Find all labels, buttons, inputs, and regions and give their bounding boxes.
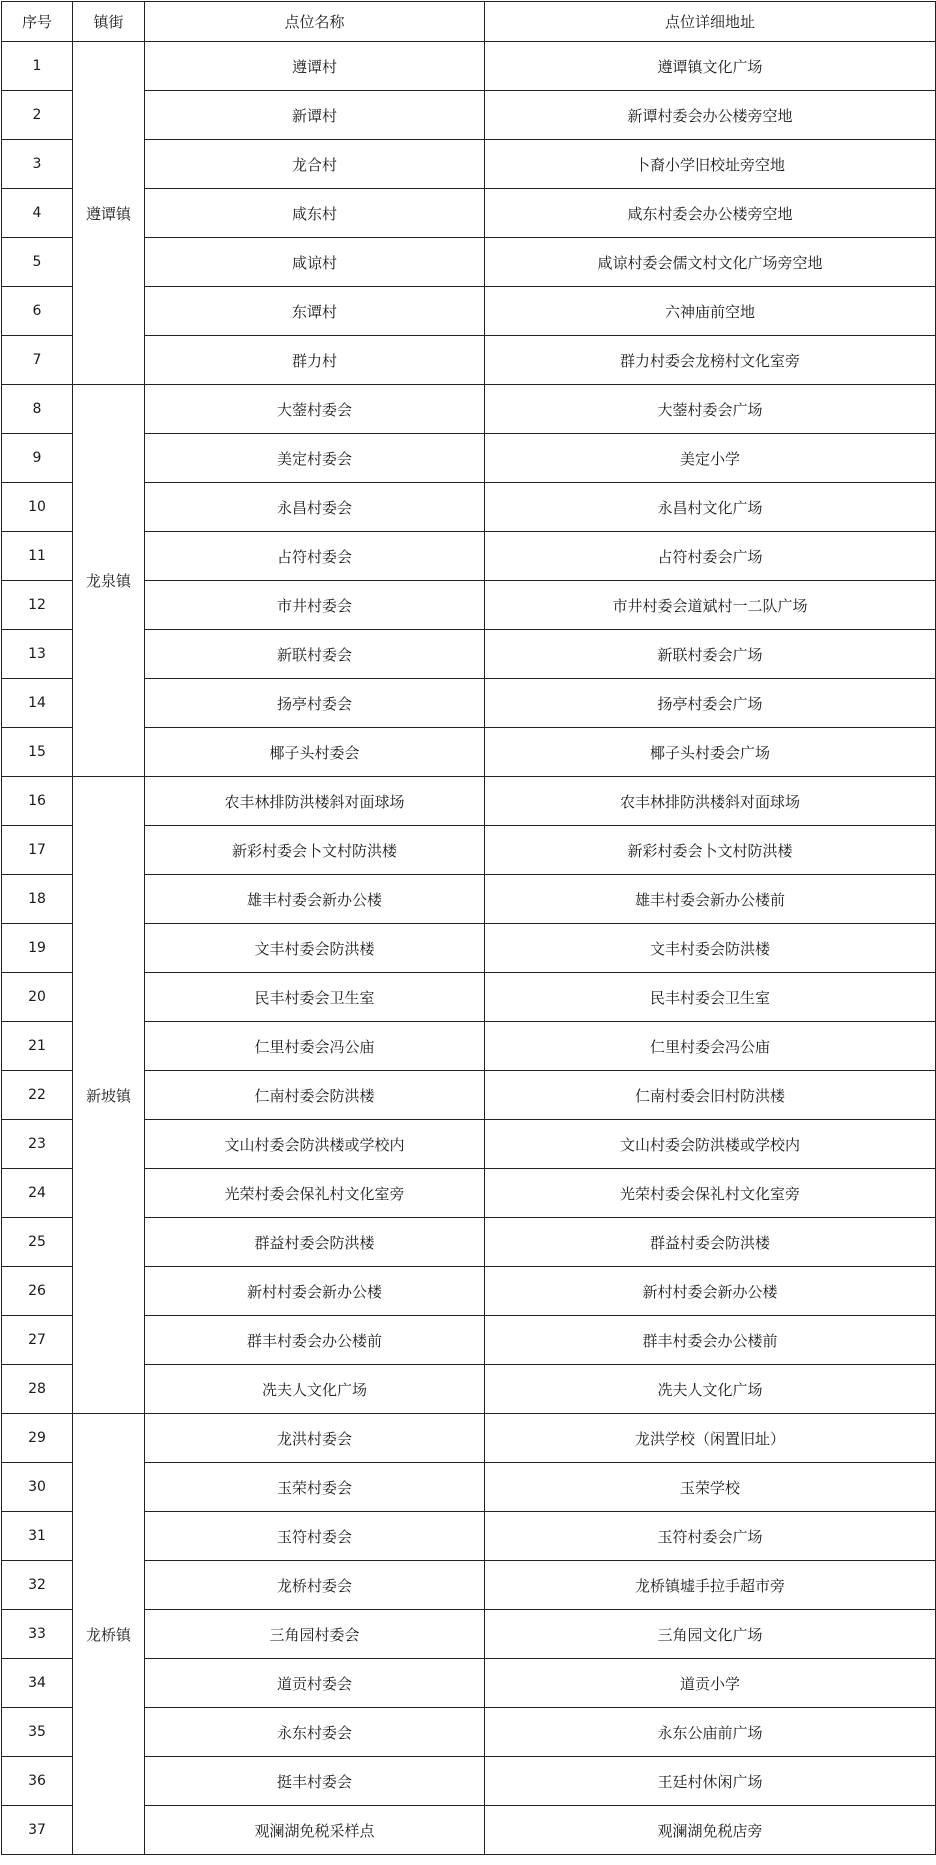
cell-point-name: 东谭村 bbox=[145, 287, 485, 336]
cell-point-name: 农丰林排防洪楼斜对面球场 bbox=[145, 777, 485, 826]
sampling-points-table bbox=[1, 1, 936, 1855]
cell-index: 3 bbox=[2, 140, 73, 189]
cell-index: 9 bbox=[2, 434, 73, 483]
cell-address: 群益村委会防洪楼 bbox=[485, 1218, 936, 1267]
header-point-name: 点位名称 bbox=[145, 2, 485, 42]
table-row bbox=[2, 42, 936, 91]
cell-point-name: 观澜湖免税采样点 bbox=[145, 1806, 485, 1855]
cell-address: 群丰村委会办公楼前 bbox=[485, 1316, 936, 1365]
cell-index: 11 bbox=[2, 532, 73, 581]
cell-address: 龙洪学校（闲置旧址） bbox=[485, 1414, 936, 1463]
cell-index: 2 bbox=[2, 91, 73, 140]
cell-index: 33 bbox=[2, 1610, 73, 1659]
cell-point-name: 民丰村委会卫生室 bbox=[145, 973, 485, 1022]
cell-address: 大蓥村委会广场 bbox=[485, 385, 936, 434]
table-row bbox=[2, 1414, 936, 1463]
cell-point-name: 咸谅村 bbox=[145, 238, 485, 287]
cell-index: 27 bbox=[2, 1316, 73, 1365]
cell-index: 4 bbox=[2, 189, 73, 238]
header-index: 序号 bbox=[2, 2, 73, 42]
cell-index: 23 bbox=[2, 1120, 73, 1169]
cell-address: 咸东村委会办公楼旁空地 bbox=[485, 189, 936, 238]
cell-address: 道贡小学 bbox=[485, 1659, 936, 1708]
cell-index: 24 bbox=[2, 1169, 73, 1218]
cell-point-name: 扬亭村委会 bbox=[145, 679, 485, 728]
cell-town: 新坡镇 bbox=[73, 777, 145, 1414]
cell-point-name: 龙洪村委会 bbox=[145, 1414, 485, 1463]
cell-index: 1 bbox=[2, 42, 73, 91]
cell-point-name: 三角园村委会 bbox=[145, 1610, 485, 1659]
cell-point-name: 占符村委会 bbox=[145, 532, 485, 581]
cell-point-name: 仁里村委会冯公庙 bbox=[145, 1022, 485, 1071]
cell-point-name: 挺丰村委会 bbox=[145, 1757, 485, 1806]
cell-point-name: 群力村 bbox=[145, 336, 485, 385]
cell-address: 遵谭镇文化广场 bbox=[485, 42, 936, 91]
cell-point-name: 文山村委会防洪楼或学校内 bbox=[145, 1120, 485, 1169]
cell-town: 龙桥镇 bbox=[73, 1414, 145, 1855]
cell-point-name: 龙合村 bbox=[145, 140, 485, 189]
cell-town: 遵谭镇 bbox=[73, 42, 145, 385]
cell-index: 16 bbox=[2, 777, 73, 826]
cell-address: 雄丰村委会新办公楼前 bbox=[485, 875, 936, 924]
cell-address: 群力村委会龙榜村文化室旁 bbox=[485, 336, 936, 385]
cell-index: 35 bbox=[2, 1708, 73, 1757]
cell-point-name: 市井村委会 bbox=[145, 581, 485, 630]
cell-point-name: 冼夫人文化广场 bbox=[145, 1365, 485, 1414]
cell-point-name: 美定村委会 bbox=[145, 434, 485, 483]
cell-index: 31 bbox=[2, 1512, 73, 1561]
cell-address: 六神庙前空地 bbox=[485, 287, 936, 336]
cell-address: 咸谅村委会儒文村文化广场旁空地 bbox=[485, 238, 936, 287]
cell-index: 5 bbox=[2, 238, 73, 287]
cell-address: 市井村委会道斌村一二队广场 bbox=[485, 581, 936, 630]
cell-point-name: 玉荣村委会 bbox=[145, 1463, 485, 1512]
cell-point-name: 文丰村委会防洪楼 bbox=[145, 924, 485, 973]
cell-address: 农丰林排防洪楼斜对面球场 bbox=[485, 777, 936, 826]
cell-index: 19 bbox=[2, 924, 73, 973]
cell-town: 龙泉镇 bbox=[73, 385, 145, 777]
table-header-row bbox=[2, 2, 936, 42]
header-town: 镇街 bbox=[73, 2, 145, 42]
cell-address: 文山村委会防洪楼或学校内 bbox=[485, 1120, 936, 1169]
cell-address: 三角园文化广场 bbox=[485, 1610, 936, 1659]
cell-address: 仁里村委会冯公庙 bbox=[485, 1022, 936, 1071]
cell-address: 玉符村委会广场 bbox=[485, 1512, 936, 1561]
cell-address: 观澜湖免税店旁 bbox=[485, 1806, 936, 1855]
cell-index: 29 bbox=[2, 1414, 73, 1463]
cell-index: 8 bbox=[2, 385, 73, 434]
cell-index: 10 bbox=[2, 483, 73, 532]
cell-point-name: 大蓥村委会 bbox=[145, 385, 485, 434]
cell-point-name: 新谭村 bbox=[145, 91, 485, 140]
cell-address: 新谭村委会办公楼旁空地 bbox=[485, 91, 936, 140]
cell-index: 30 bbox=[2, 1463, 73, 1512]
cell-address: 文丰村委会防洪楼 bbox=[485, 924, 936, 973]
cell-index: 14 bbox=[2, 679, 73, 728]
cell-address: 王廷村休闲广场 bbox=[485, 1757, 936, 1806]
cell-index: 28 bbox=[2, 1365, 73, 1414]
cell-address: 玉荣学校 bbox=[485, 1463, 936, 1512]
cell-address: 光荣村委会保礼村文化室旁 bbox=[485, 1169, 936, 1218]
cell-point-name: 咸东村 bbox=[145, 189, 485, 238]
cell-point-name: 新彩村委会卜文村防洪楼 bbox=[145, 826, 485, 875]
table-row bbox=[2, 385, 936, 434]
cell-point-name: 椰子头村委会 bbox=[145, 728, 485, 777]
cell-point-name: 龙桥村委会 bbox=[145, 1561, 485, 1610]
cell-address: 永东公庙前广场 bbox=[485, 1708, 936, 1757]
cell-point-name: 群益村委会防洪楼 bbox=[145, 1218, 485, 1267]
cell-point-name: 永昌村委会 bbox=[145, 483, 485, 532]
cell-point-name: 新联村委会 bbox=[145, 630, 485, 679]
table-body bbox=[2, 42, 936, 1855]
cell-address: 仁南村委会旧村防洪楼 bbox=[485, 1071, 936, 1120]
cell-address: 扬亭村委会广场 bbox=[485, 679, 936, 728]
cell-index: 21 bbox=[2, 1022, 73, 1071]
header-address: 点位详细地址 bbox=[485, 2, 936, 42]
cell-index: 34 bbox=[2, 1659, 73, 1708]
cell-index: 37 bbox=[2, 1806, 73, 1855]
cell-point-name: 遵谭村 bbox=[145, 42, 485, 91]
cell-point-name: 雄丰村委会新办公楼 bbox=[145, 875, 485, 924]
cell-index: 25 bbox=[2, 1218, 73, 1267]
cell-address: 永昌村文化广场 bbox=[485, 483, 936, 532]
cell-index: 12 bbox=[2, 581, 73, 630]
cell-address: 新彩村委会卜文村防洪楼 bbox=[485, 826, 936, 875]
cell-address: 椰子头村委会广场 bbox=[485, 728, 936, 777]
table-row bbox=[2, 777, 936, 826]
cell-point-name: 光荣村委会保礼村文化室旁 bbox=[145, 1169, 485, 1218]
cell-point-name: 仁南村委会防洪楼 bbox=[145, 1071, 485, 1120]
cell-address: 龙桥镇墟手拉手超市旁 bbox=[485, 1561, 936, 1610]
cell-point-name: 群丰村委会办公楼前 bbox=[145, 1316, 485, 1365]
cell-index: 20 bbox=[2, 973, 73, 1022]
cell-index: 32 bbox=[2, 1561, 73, 1610]
cell-point-name: 新村村委会新办公楼 bbox=[145, 1267, 485, 1316]
cell-index: 26 bbox=[2, 1267, 73, 1316]
cell-index: 17 bbox=[2, 826, 73, 875]
cell-address: 民丰村委会卫生室 bbox=[485, 973, 936, 1022]
cell-point-name: 玉符村委会 bbox=[145, 1512, 485, 1561]
cell-index: 13 bbox=[2, 630, 73, 679]
cell-address: 新村村委会新办公楼 bbox=[485, 1267, 936, 1316]
cell-point-name: 道贡村委会 bbox=[145, 1659, 485, 1708]
cell-address: 美定小学 bbox=[485, 434, 936, 483]
cell-address: 占符村委会广场 bbox=[485, 532, 936, 581]
cell-address: 新联村委会广场 bbox=[485, 630, 936, 679]
cell-point-name: 永东村委会 bbox=[145, 1708, 485, 1757]
cell-address: 冼夫人文化广场 bbox=[485, 1365, 936, 1414]
cell-address: 卜裔小学旧校址旁空地 bbox=[485, 140, 936, 189]
cell-index: 22 bbox=[2, 1071, 73, 1120]
cell-index: 7 bbox=[2, 336, 73, 385]
cell-index: 36 bbox=[2, 1757, 73, 1806]
cell-index: 18 bbox=[2, 875, 73, 924]
cell-index: 6 bbox=[2, 287, 73, 336]
cell-index: 15 bbox=[2, 728, 73, 777]
